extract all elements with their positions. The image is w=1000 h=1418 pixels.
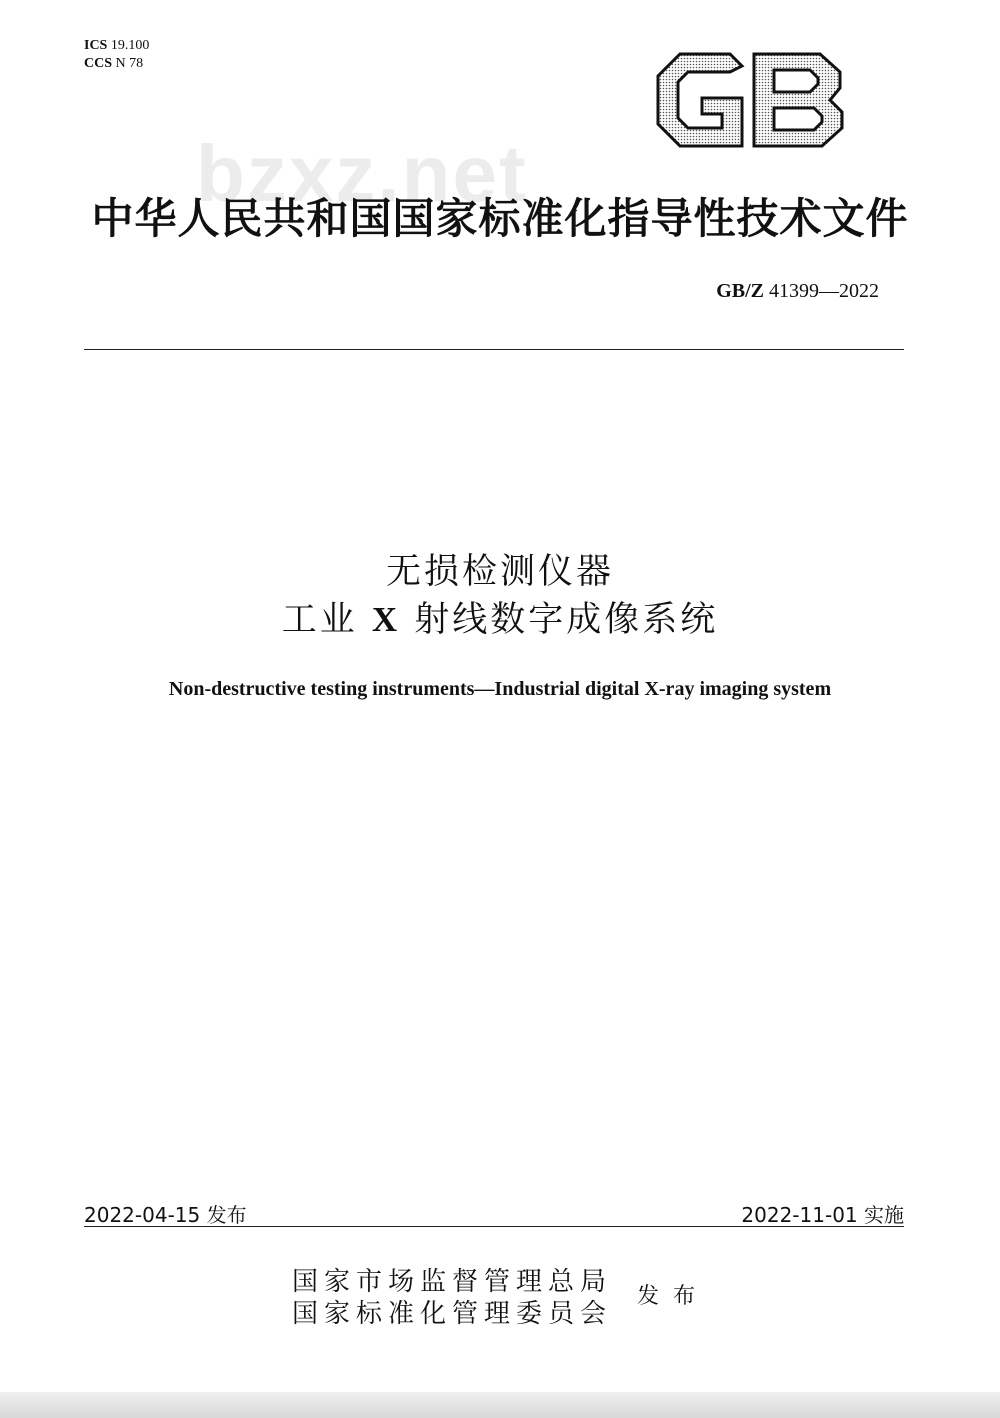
page-bottom-edge — [0, 1392, 1000, 1418]
standard-number: GB/Z 41399—2022 — [716, 280, 879, 302]
issuer-samr: 国家市场监督管理总局 — [292, 1267, 613, 1297]
english-title: Non-destructive testing instruments—Industrial digital X-ray imaging system — [168, 678, 832, 700]
publish-date: 2022-04-15 发布 — [84, 1203, 247, 1227]
main-title: 中华人民共和国国家标准化指导性技术文件 — [91, 194, 909, 243]
ics-code: ICS 19.100 — [84, 38, 150, 53]
top-divider — [84, 349, 904, 350]
release-label: 发布 — [637, 1284, 710, 1309]
gb-logo — [650, 48, 850, 152]
chinese-title-line2: 工业 X 射线数字成像系统 — [281, 600, 719, 640]
bottom-divider — [84, 1226, 904, 1227]
issuer-sac: 国家标准化管理委员会 — [292, 1299, 613, 1329]
implement-date: 2022-11-01 实施 — [741, 1203, 904, 1227]
chinese-title-line1: 无损检测仪器 — [385, 552, 614, 592]
watermark: bzxz.net — [196, 129, 528, 218]
ccs-code: CCS N 78 — [84, 56, 144, 71]
